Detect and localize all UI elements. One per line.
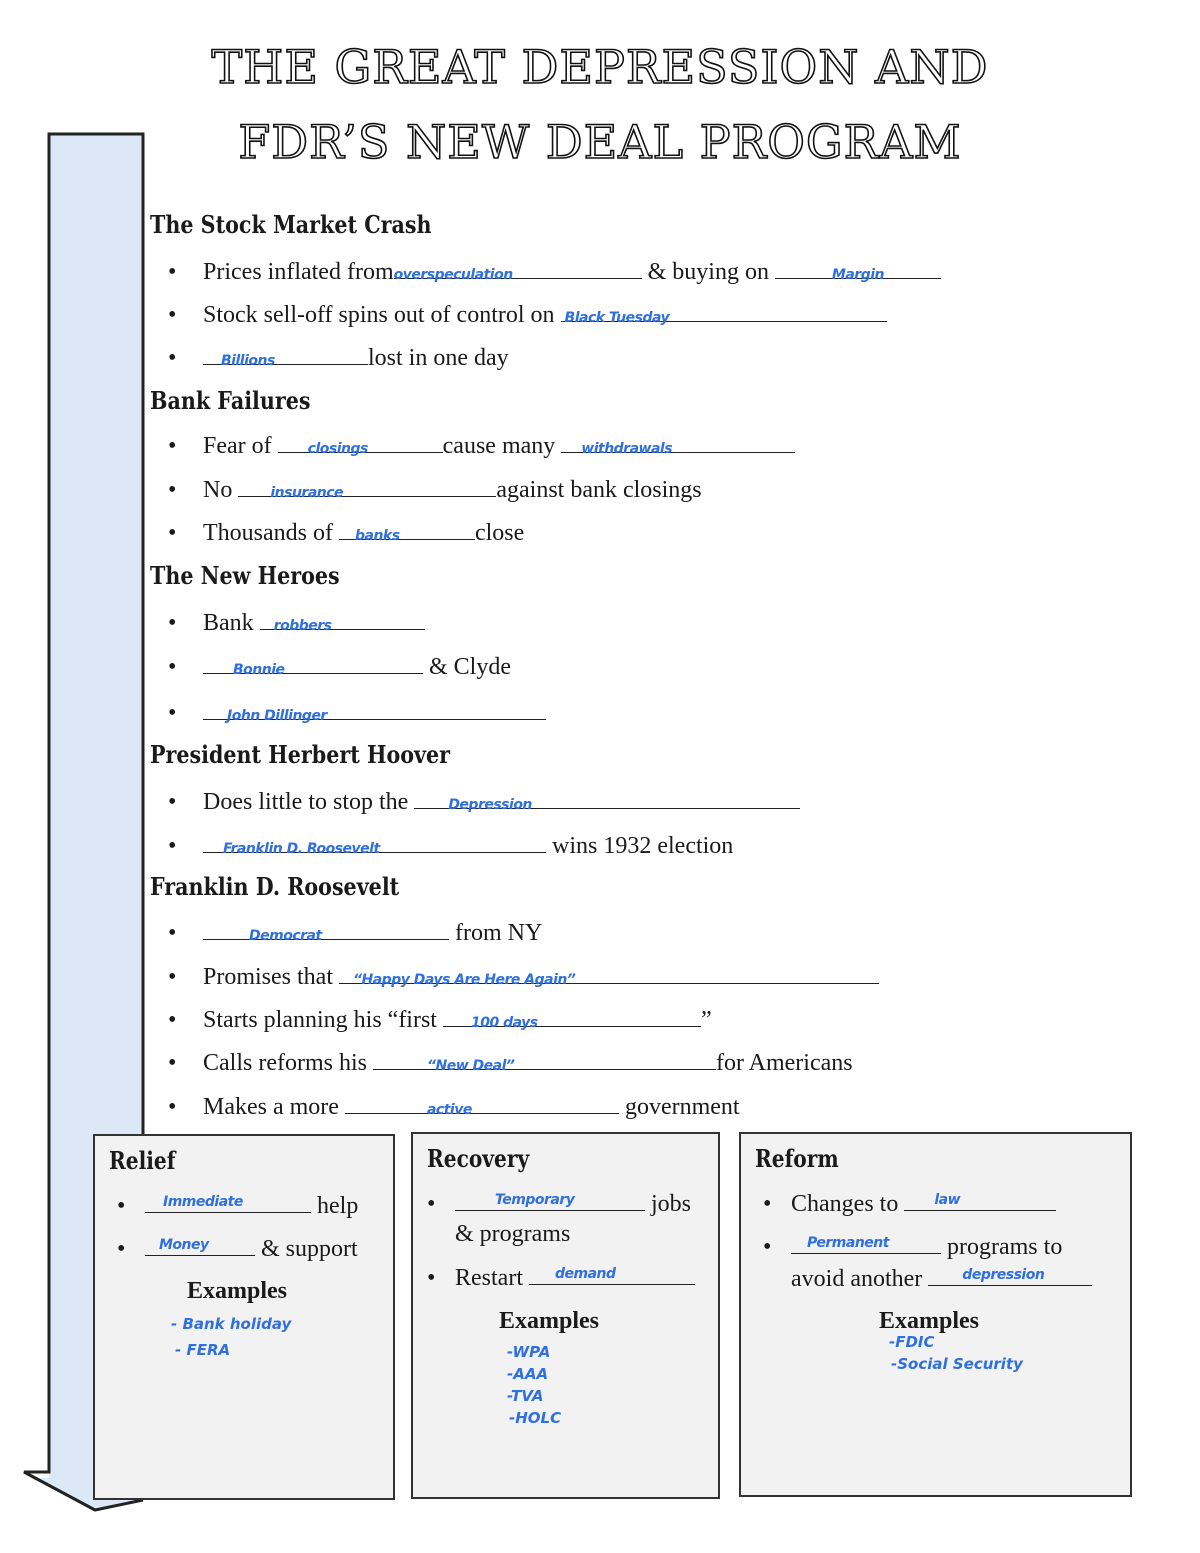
list-item bbox=[168, 517, 524, 547]
example-item: -FDIC bbox=[889, 1333, 935, 1351]
static-text: lost in one day bbox=[368, 345, 509, 371]
example-item: -Social Security bbox=[891, 1355, 1023, 1373]
fill-in-blank bbox=[339, 517, 475, 544]
relief-box bbox=[93, 1134, 395, 1500]
bullet: • bbox=[763, 1191, 772, 1217]
handwritten-answer: active bbox=[426, 1102, 472, 1118]
static-text: avoid another bbox=[791, 1266, 929, 1292]
bullet: • bbox=[427, 1265, 436, 1291]
fill-in-blank bbox=[561, 430, 795, 457]
handwritten-answer: closings bbox=[307, 441, 368, 457]
list-item bbox=[168, 697, 546, 727]
relief-box-title: Relief bbox=[109, 1146, 176, 1175]
fill-in-blank bbox=[260, 607, 425, 634]
fill-in-blank bbox=[203, 917, 449, 944]
bullet: • bbox=[168, 345, 177, 371]
handwritten-answer: overspeculation bbox=[393, 267, 513, 283]
fill-in-blank bbox=[393, 256, 642, 283]
handwritten-answer: demand bbox=[554, 1266, 616, 1282]
static-text: & Clyde bbox=[423, 654, 511, 680]
handwritten-answer: Immediate bbox=[163, 1194, 243, 1210]
static-text: government bbox=[618, 1094, 740, 1120]
list-item bbox=[117, 1190, 358, 1221]
reform-box bbox=[739, 1132, 1132, 1497]
handwritten-answer: banks bbox=[354, 528, 400, 544]
list-item bbox=[168, 961, 879, 991]
handwritten-answer: Margin bbox=[831, 267, 884, 283]
handwritten-answer: “Happy Days Are Here Again” bbox=[353, 972, 576, 988]
list-item bbox=[168, 342, 509, 372]
static-text: Promises that bbox=[203, 964, 339, 990]
bullet: • bbox=[168, 833, 177, 859]
handwritten-answer: Billions bbox=[221, 353, 275, 369]
fill-in-blank bbox=[561, 299, 887, 326]
static-text: from NY bbox=[449, 920, 543, 946]
handwritten-answer: “New Deal” bbox=[426, 1058, 515, 1074]
example-item: -TVA bbox=[507, 1387, 544, 1405]
list-item bbox=[168, 256, 941, 286]
example-item: -HOLC bbox=[509, 1409, 562, 1427]
fill-in-blank bbox=[203, 830, 546, 857]
static-text: Stock sell-off spins out of control on bbox=[203, 302, 561, 328]
static-text: Calls reforms his bbox=[203, 1050, 373, 1076]
page-title-line-1: THE GREAT DEPRESSION AND bbox=[211, 40, 989, 94]
static-text: No bbox=[203, 477, 239, 503]
bullet: • bbox=[168, 433, 177, 459]
example-item: -AAA bbox=[507, 1365, 549, 1383]
example-item: - Bank holiday bbox=[171, 1315, 292, 1333]
static-text: against bank closings bbox=[496, 477, 702, 503]
bullet: • bbox=[117, 1236, 126, 1262]
fill-in-blank bbox=[345, 1091, 619, 1118]
handwritten-answer: John Dillinger bbox=[227, 708, 327, 724]
static-text: programs to bbox=[941, 1234, 1063, 1260]
handwritten-answer: Temporary bbox=[495, 1192, 575, 1208]
examples-label: Examples bbox=[499, 1308, 600, 1334]
examples-label: Examples bbox=[187, 1278, 288, 1304]
static-text: close bbox=[474, 520, 525, 546]
section-heading-new-heroes: The New Heroes bbox=[150, 561, 340, 590]
bullet: • bbox=[427, 1191, 436, 1217]
bullet: • bbox=[168, 610, 177, 636]
fill-in-blank bbox=[904, 1188, 1056, 1211]
static-text: ” bbox=[700, 1007, 712, 1033]
list-item bbox=[168, 1091, 740, 1121]
fill-in-blank bbox=[928, 1263, 1092, 1286]
static-text: Starts planning his “first bbox=[203, 1007, 443, 1033]
handwritten-answer: Bonnie bbox=[233, 662, 285, 678]
list-item bbox=[168, 1004, 712, 1034]
recovery-box-title: Recovery bbox=[427, 1144, 530, 1173]
fill-in-blank bbox=[339, 961, 879, 988]
list-item bbox=[168, 607, 425, 637]
bullet: • bbox=[168, 1094, 177, 1120]
handwritten-answer: law bbox=[934, 1192, 961, 1208]
static-text: & support bbox=[255, 1236, 358, 1262]
handwritten-answer: Money bbox=[159, 1237, 209, 1253]
bullet: • bbox=[168, 520, 177, 546]
page-title-line-2: FDR’S NEW DEAL PROGRAM bbox=[238, 115, 962, 169]
fill-in-blank bbox=[145, 1233, 255, 1256]
fill-in-blank bbox=[455, 1188, 645, 1211]
list-item bbox=[168, 474, 702, 504]
fill-in-blank bbox=[529, 1262, 695, 1285]
section-heading-herbert-hoover: President Herbert Hoover bbox=[150, 740, 450, 769]
list-item bbox=[427, 1188, 691, 1219]
list-item bbox=[168, 830, 733, 860]
handwritten-answer: Black Tuesday bbox=[564, 310, 670, 326]
recovery-box bbox=[411, 1132, 720, 1499]
static-text: Fear of bbox=[203, 433, 278, 459]
static-text: wins 1932 election bbox=[546, 833, 734, 859]
fill-in-blank bbox=[791, 1231, 941, 1254]
bullet: • bbox=[168, 964, 177, 990]
section-heading-fdr: Franklin D. Roosevelt bbox=[150, 872, 400, 901]
list-item bbox=[168, 1047, 853, 1077]
bullet: • bbox=[168, 477, 177, 503]
section-heading-bank-failures: Bank Failures bbox=[150, 386, 311, 415]
handwritten-answer: Permanent bbox=[807, 1235, 889, 1251]
bullet: • bbox=[168, 654, 177, 680]
section-heading-stock-market-crash: The Stock Market Crash bbox=[150, 210, 432, 239]
bullet: • bbox=[168, 700, 177, 726]
fill-in-blank bbox=[238, 474, 496, 501]
fill-in-blank bbox=[203, 651, 423, 678]
static-text: cause many bbox=[442, 433, 562, 459]
list-item bbox=[168, 299, 887, 329]
static-text: jobs bbox=[645, 1191, 692, 1217]
static-text: & programs bbox=[455, 1221, 571, 1247]
bullet: • bbox=[168, 1050, 177, 1076]
bullet: • bbox=[168, 1007, 177, 1033]
handwritten-answer: Democrat bbox=[249, 928, 322, 944]
static-text: Prices inflated from bbox=[203, 259, 394, 285]
list-item bbox=[168, 917, 542, 947]
bullet: • bbox=[168, 920, 177, 946]
fill-in-blank bbox=[145, 1190, 311, 1213]
examples-label: Examples bbox=[879, 1308, 980, 1334]
handwritten-answer: 100 days bbox=[470, 1015, 538, 1031]
list-item bbox=[168, 651, 511, 681]
fill-in-blank bbox=[203, 697, 546, 724]
handwritten-answer: Franklin D. Roosevelt bbox=[223, 841, 380, 857]
list-item bbox=[427, 1262, 695, 1293]
static-text: Makes a more bbox=[203, 1094, 345, 1120]
bullet: • bbox=[117, 1193, 126, 1219]
list-item bbox=[168, 430, 795, 460]
fill-in-blank bbox=[203, 342, 368, 369]
reform-box-title: Reform bbox=[755, 1144, 839, 1173]
static-text: & buying on bbox=[641, 259, 775, 285]
example-item: - FERA bbox=[175, 1341, 231, 1359]
fill-in-blank bbox=[775, 256, 941, 283]
handwritten-answer: depression bbox=[962, 1267, 1045, 1283]
handwritten-answer: robbers bbox=[273, 618, 332, 634]
fill-in-blank bbox=[443, 1004, 701, 1031]
bullet: • bbox=[168, 302, 177, 328]
list-item-continued bbox=[791, 1263, 1092, 1294]
fill-in-blank bbox=[373, 1047, 716, 1074]
fill-in-blank bbox=[414, 786, 800, 813]
list-item bbox=[763, 1188, 1056, 1219]
static-text: for Americans bbox=[715, 1050, 853, 1076]
static-text: Does little to stop the bbox=[203, 789, 415, 815]
static-text: help bbox=[311, 1193, 359, 1219]
bullet: • bbox=[168, 259, 177, 285]
static-text: Restart bbox=[455, 1265, 529, 1291]
example-item: -WPA bbox=[507, 1343, 551, 1361]
static-text: Thousands of bbox=[203, 520, 339, 546]
list-item bbox=[117, 1233, 358, 1264]
fill-in-blank bbox=[278, 430, 443, 457]
list-item bbox=[168, 786, 800, 816]
static-text: Bank bbox=[203, 610, 260, 636]
list-item bbox=[763, 1231, 1062, 1262]
static-text: Changes to bbox=[791, 1191, 905, 1217]
handwritten-answer: withdrawals bbox=[581, 441, 673, 457]
bullet: • bbox=[763, 1234, 772, 1260]
handwritten-answer: insurance bbox=[270, 485, 344, 501]
handwritten-answer: Depression bbox=[448, 797, 532, 813]
bullet: • bbox=[168, 789, 177, 815]
